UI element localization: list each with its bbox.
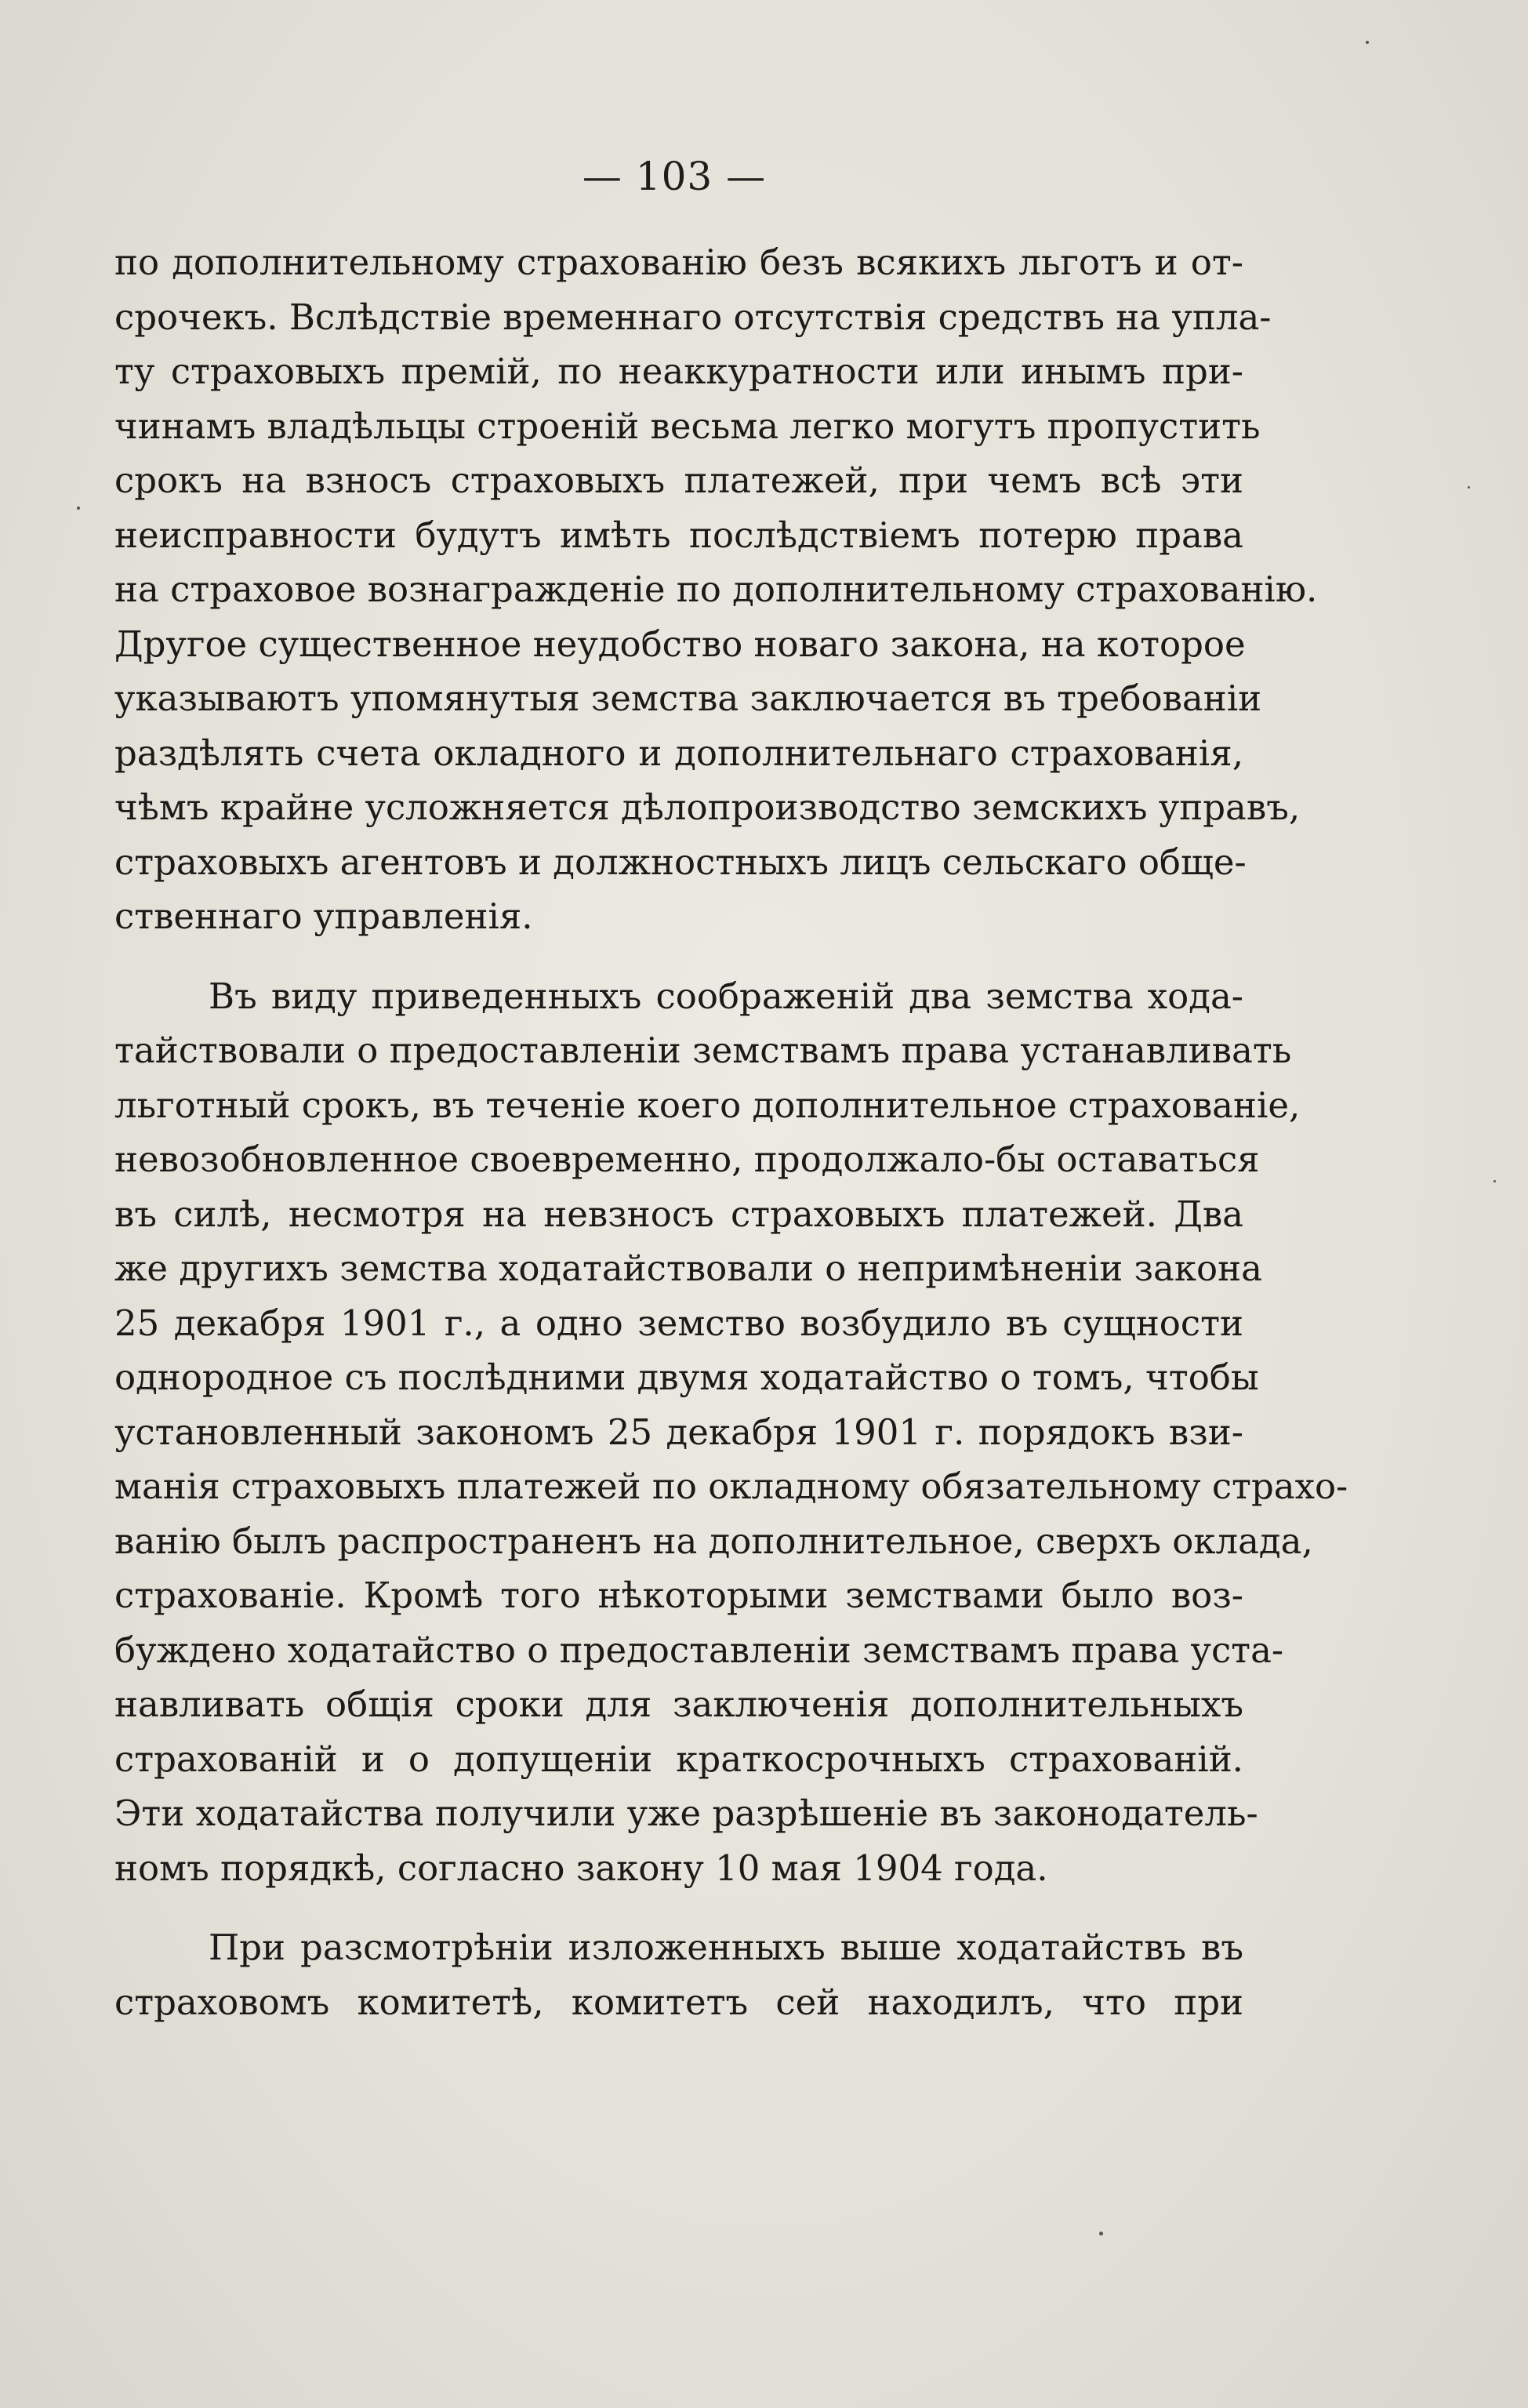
text-line: навливать общія сроки для заключенія дополнительныхъ xyxy=(114,1683,1243,1725)
text-line: ванію былъ распространенъ на дополнительное, сверхъ оклада, xyxy=(114,1520,1313,1562)
text-line: чинамъ владѣльцы строеній весьма легко могутъ пропустить xyxy=(114,405,1261,447)
text-line: страхованій и о допущеніи краткосрочныхъ страхованій. xyxy=(114,1738,1243,1780)
text-line: въ силѣ, несмотря на невзносъ страховыхъ платежей. Два xyxy=(114,1193,1243,1235)
text-line: страхованіе. Кромѣ того нѣкоторыми земствами было воз- xyxy=(114,1574,1243,1616)
text-line: по дополнительному страхованію безъ всякихъ льготъ и от- xyxy=(114,242,1243,283)
text-line: установленный закономъ 25 декабря 1901 г. порядокъ взи- xyxy=(114,1411,1243,1453)
text-line: на страховое вознагражденіе по дополнительному страхованію. xyxy=(114,568,1318,610)
body-text xyxy=(114,235,1348,2029)
paper-speck xyxy=(1366,41,1369,44)
text-line: срочекъ. Вслѣдствіе временнаго отсутствія средствъ на упла- xyxy=(114,296,1272,338)
text-line: тайствовали о предоставленіи земствамъ права устанавливать xyxy=(114,1030,1292,1071)
text-line: номъ порядкѣ, согласно закону 10 мая 1904 года. xyxy=(114,1847,1048,1889)
text-line: ственнаго управленія. xyxy=(114,895,533,937)
page-number: — 103 — xyxy=(582,154,767,199)
paragraph-2 xyxy=(114,969,1348,1896)
paragraph-1 xyxy=(114,235,1318,944)
paper-speck xyxy=(1099,2232,1103,2235)
text-line: Другое существенное неудобство новаго закона, на которое xyxy=(114,623,1246,665)
text-line: же другихъ земства ходатайствовали о непримѣненіи закона xyxy=(114,1248,1262,1289)
text-line: При разсмотрѣніи изложенныхъ выше ходатайствъ въ xyxy=(209,1927,1243,1968)
text-line: льготный срокъ, въ теченіе коего дополнительное страхованіе, xyxy=(114,1084,1301,1126)
text-line: манія страховыхъ платежей по окладному обязательному страхо- xyxy=(114,1466,1348,1507)
text-line: Въ виду приведенныхъ соображеній два земства хода- xyxy=(209,975,1243,1017)
text-line: раздѣлять счета окладного и дополнительнаго страхованія, xyxy=(114,732,1243,774)
text-line: невозобновленное своевременно, продолжало-бы оставаться xyxy=(114,1139,1260,1180)
text-line: 25 декабря 1901 г., а одно земство возбудило въ сущности xyxy=(114,1302,1243,1344)
text-line: страховомъ комитетѣ, комитетъ сей находилъ, что при xyxy=(114,1981,1243,2023)
text-line: страховыхъ агентовъ и должностныхъ лицъ сельскаго обще- xyxy=(114,841,1247,883)
text-line: указываютъ упомянутыя земства заключается въ требованіи xyxy=(114,677,1262,719)
text-line: буждено ходатайство о предоставленіи земствамъ права уста- xyxy=(114,1629,1284,1671)
text-line: неисправности будутъ имѣть послѣдствіемъ потерю права xyxy=(114,514,1243,556)
text-line: Эти ходатайства получили уже разрѣшеніе въ законодатель- xyxy=(114,1792,1258,1834)
text-line: чѣмъ крайне усложняется дѣлопроизводство земскихъ управъ, xyxy=(114,786,1301,828)
text-line: однородное съ послѣдними двумя ходатайство о томъ, чтобы xyxy=(114,1357,1259,1398)
paragraph-3 xyxy=(114,1920,1243,2029)
paper-speck xyxy=(1494,1180,1496,1182)
paper-speck xyxy=(77,507,80,510)
paper-speck xyxy=(1468,486,1470,489)
text-line: ту страховыхъ премій, по неаккуратности или инымъ при- xyxy=(114,350,1243,392)
text-line: срокъ на взносъ страховыхъ платежей, при чемъ всѣ эти xyxy=(114,459,1243,501)
